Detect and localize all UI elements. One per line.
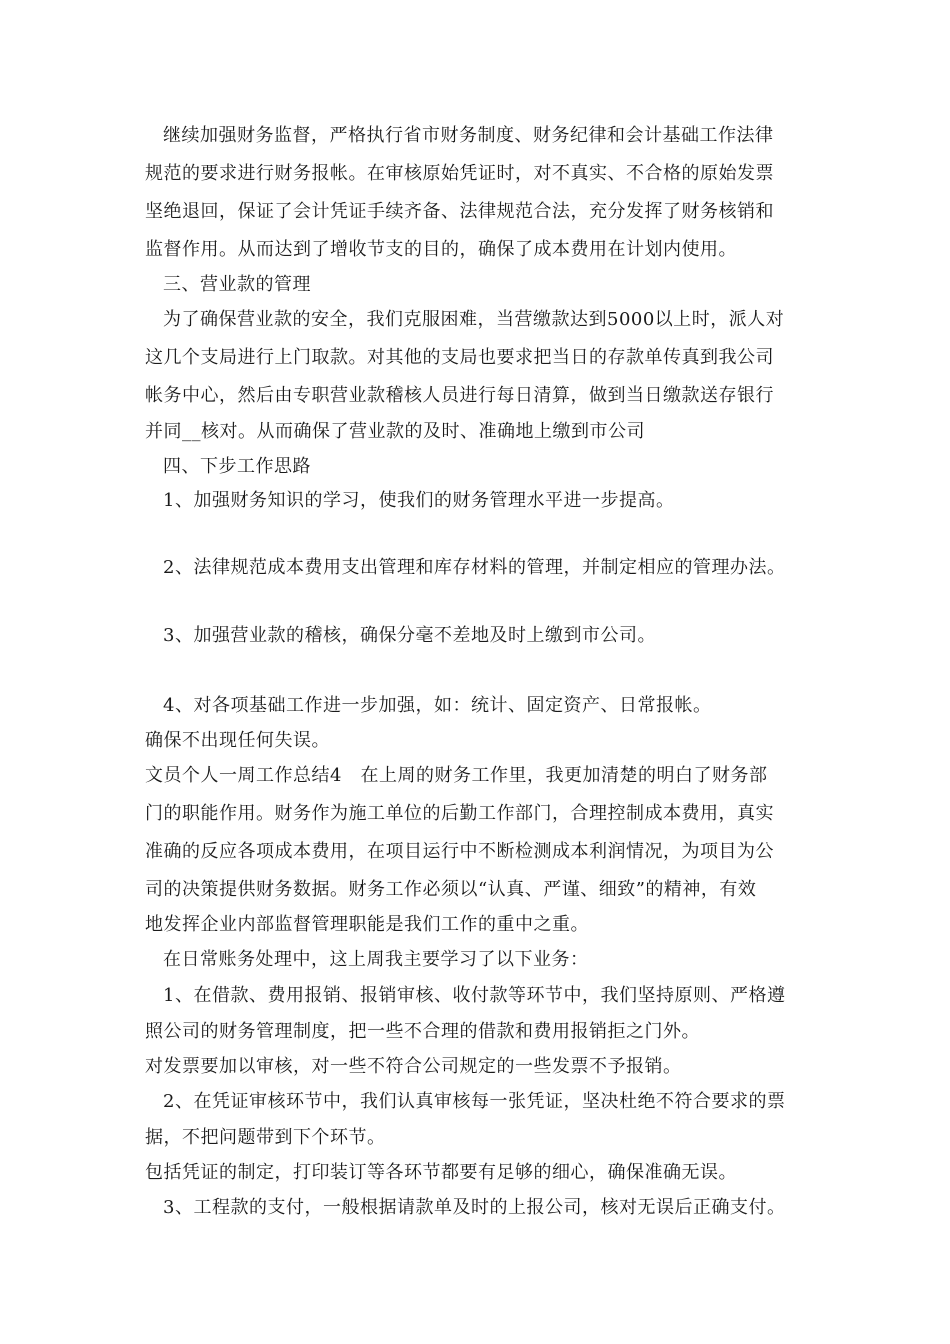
section-heading: 三、营业款的管理: [163, 274, 311, 295]
paragraph-line: 监督作用。从而达到了增收节支的目的，确保了成本费用在计划内使用。: [145, 239, 737, 260]
paragraph-line: 确保不出现任何失误。: [145, 730, 330, 751]
list-item: 4、对各项基础工作进一步加强，如：统计、固定资产、日常报帐。: [163, 695, 712, 716]
paragraph-line: 规范的要求进行财务报帐。在审核原始凭证时，对不真实、不合格的原始发票: [145, 163, 774, 184]
list-item: 2、法律规范成本费用支出管理和库存材料的管理，并制定相应的管理办法。: [163, 557, 786, 578]
paragraph-line: 为了确保营业款的安全，我们克服困难，当营缴款达到5000以上时，派人对: [163, 309, 785, 330]
paragraph-line: 并同__核对。从而确保了营业款的及时、准确地上缴到市公司: [145, 421, 645, 442]
paragraph-line: 继续加强财务监督，严格执行省市财务制度、财务纪律和会计基础工作法律: [163, 125, 774, 146]
paragraph-line: 地发挥企业内部监督管理职能是我们工作的重中之重。: [145, 914, 589, 935]
paragraph-line: 照公司的财务管理制度，把一些不合理的借款和费用报销拒之门外。: [145, 1021, 700, 1042]
paragraph-line: 坚绝退回，保证了会计凭证手续齐备、法律规范合法，充分发挥了财务核销和: [145, 201, 774, 222]
paragraph-line: 这几个支局进行上门取款。对其他的支局也要求把当日的存款单传真到我公司: [145, 347, 774, 368]
paragraph-line: 在日常账务处理中，这上周我主要学习了以下业务：: [163, 949, 589, 970]
paragraph-line: 据，不把问题带到下个环节。: [145, 1127, 386, 1148]
paragraph-line: 司的决策提供财务数据。财务工作必须以“认真、严谨、细致”的精神，有效: [145, 879, 757, 900]
list-item: 1、加强财务知识的学习，使我们的财务管理水平进一步提高。: [163, 490, 675, 511]
paragraph-line: 对发票要加以审核，对一些不符合公司规定的一些发票不予报销。: [145, 1056, 682, 1077]
paragraph-line: 文员个人一周工作总结4 在上周的财务工作里，我更加清楚的明白了财务部: [145, 765, 768, 786]
paragraph-line: 门的职能作用。财务作为施工单位的后勤工作部门，合理控制成本费用，真实: [145, 803, 774, 824]
section-heading: 四、下步工作思路: [163, 456, 311, 477]
list-item: 1、在借款、费用报销、报销审核、收付款等环节中，我们坚持原则、严格遵: [163, 985, 786, 1006]
paragraph-line: 帐务中心，然后由专职营业款稽核人员进行每日清算，做到当日缴款送存银行: [145, 385, 774, 406]
list-item: 2、在凭证审核环节中，我们认真审核每一张凭证，坚决杜绝不符合要求的票: [163, 1091, 786, 1112]
list-item: 3、工程款的支付，一般根据请款单及时的上报公司，核对无误后正确支付。: [163, 1197, 786, 1218]
list-item: 3、加强营业款的稽核，确保分毫不差地及时上缴到市公司。: [163, 625, 656, 646]
paragraph-line: 准确的反应各项成本费用，在项目运行中不断检测成本利润情况，为项目为公: [145, 841, 774, 862]
paragraph-line: 包括凭证的制定，打印装订等各环节都要有足够的细心，确保准确无误。: [145, 1162, 737, 1183]
